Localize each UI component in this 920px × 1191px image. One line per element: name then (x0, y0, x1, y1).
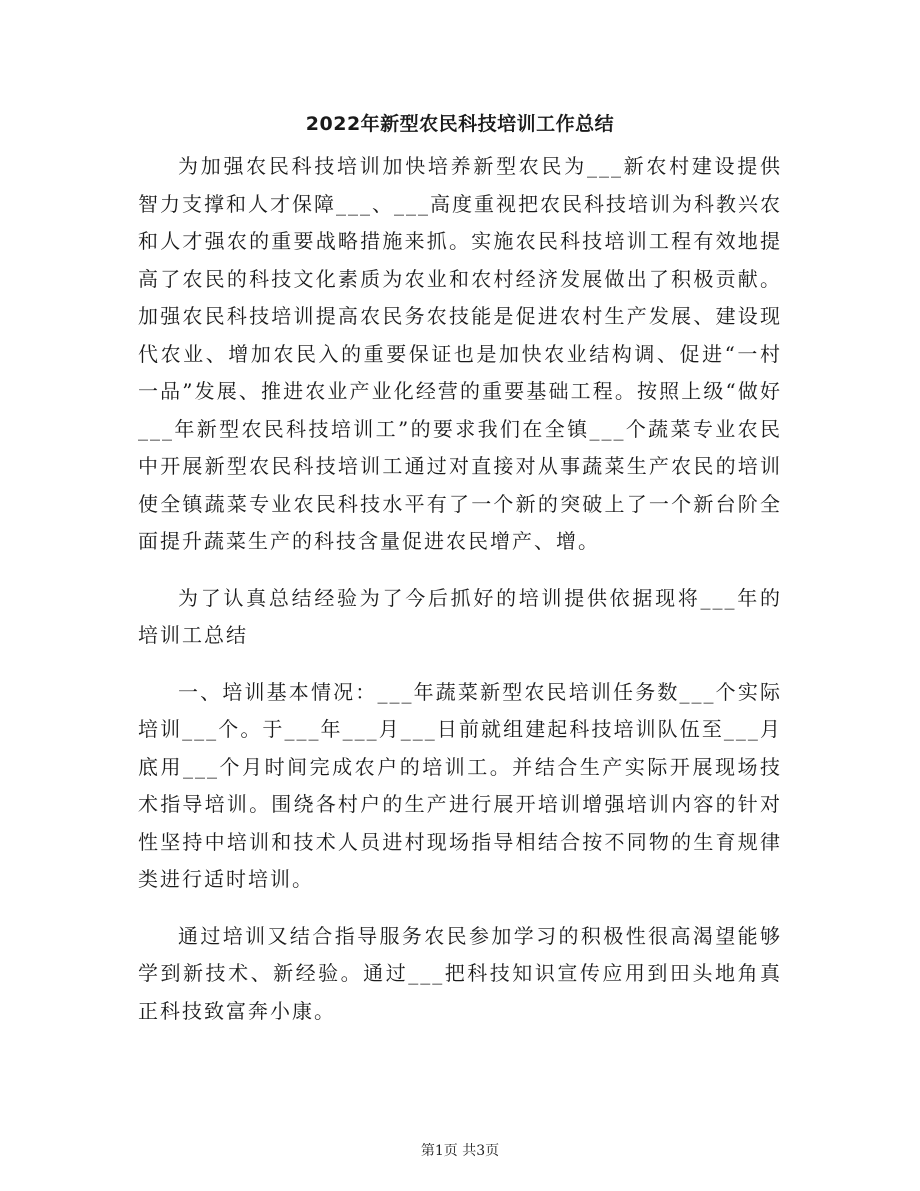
paragraph-summary-purpose: 为了认真总结经验为了今后抓好的培训提供依据现将___年的培训工总结 (138, 585, 782, 647)
paragraph-results: 通过培训又结合指导服务农民参加学习的积极性很高渴望能够学到新技术、新经验。通过___把科技知识宣传应用到田头地角真正科技致富奔小康。 (138, 923, 782, 1023)
document-body (138, 148, 782, 1030)
paragraph-basic-situation: 一、培训基本情况：___年蔬菜新型农民培训任务数___个实际培训___个。于___年___月___日前就组建起科技培训队伍至___月底用___个月时间完成农户的培训工。并结合生产实际开展现场技术指导培训。围绕各村户的生产进行展开培训增强培训内容的针对性坚持中培训和技术人员进村现场指导相结合按不同物的生育规律类进行适时培训。 (138, 679, 782, 891)
paragraph-intro: 为加强农民科技培训加快培养新型农民为___新农村建设提供智力支撑和人才保障___、___高度重视把农民科技培训为科教兴农和人才强农的重要战略措施来抓。实施农民科技培训工程有效地提高了农民的科技文化素质为农业和农村经济发展做出了积极贡献。加强农民科技培训提高农民务农技能是促进农村生产发展、建设现代农业、增加农民入的重要保证也是加快农业结构调、促进“一村一品”发展、推进农业产业化经营的重要基础工程。按照上级“做好___年新型农民科技培训工”的要求我们在全镇___个蔬菜专业农民中开展新型农民科技培训工通过对直接对从事蔬菜生产农民的培训使全镇蔬菜专业农民科技水平有了一个新的突破上了一个新台阶全面提升蔬菜生产的科技含量促进农民增产、增。 (138, 154, 782, 553)
page-number: 第1页 共3页 (420, 1143, 500, 1159)
document-title: 2022年新型农民科技培训工作总结 (305, 113, 615, 135)
